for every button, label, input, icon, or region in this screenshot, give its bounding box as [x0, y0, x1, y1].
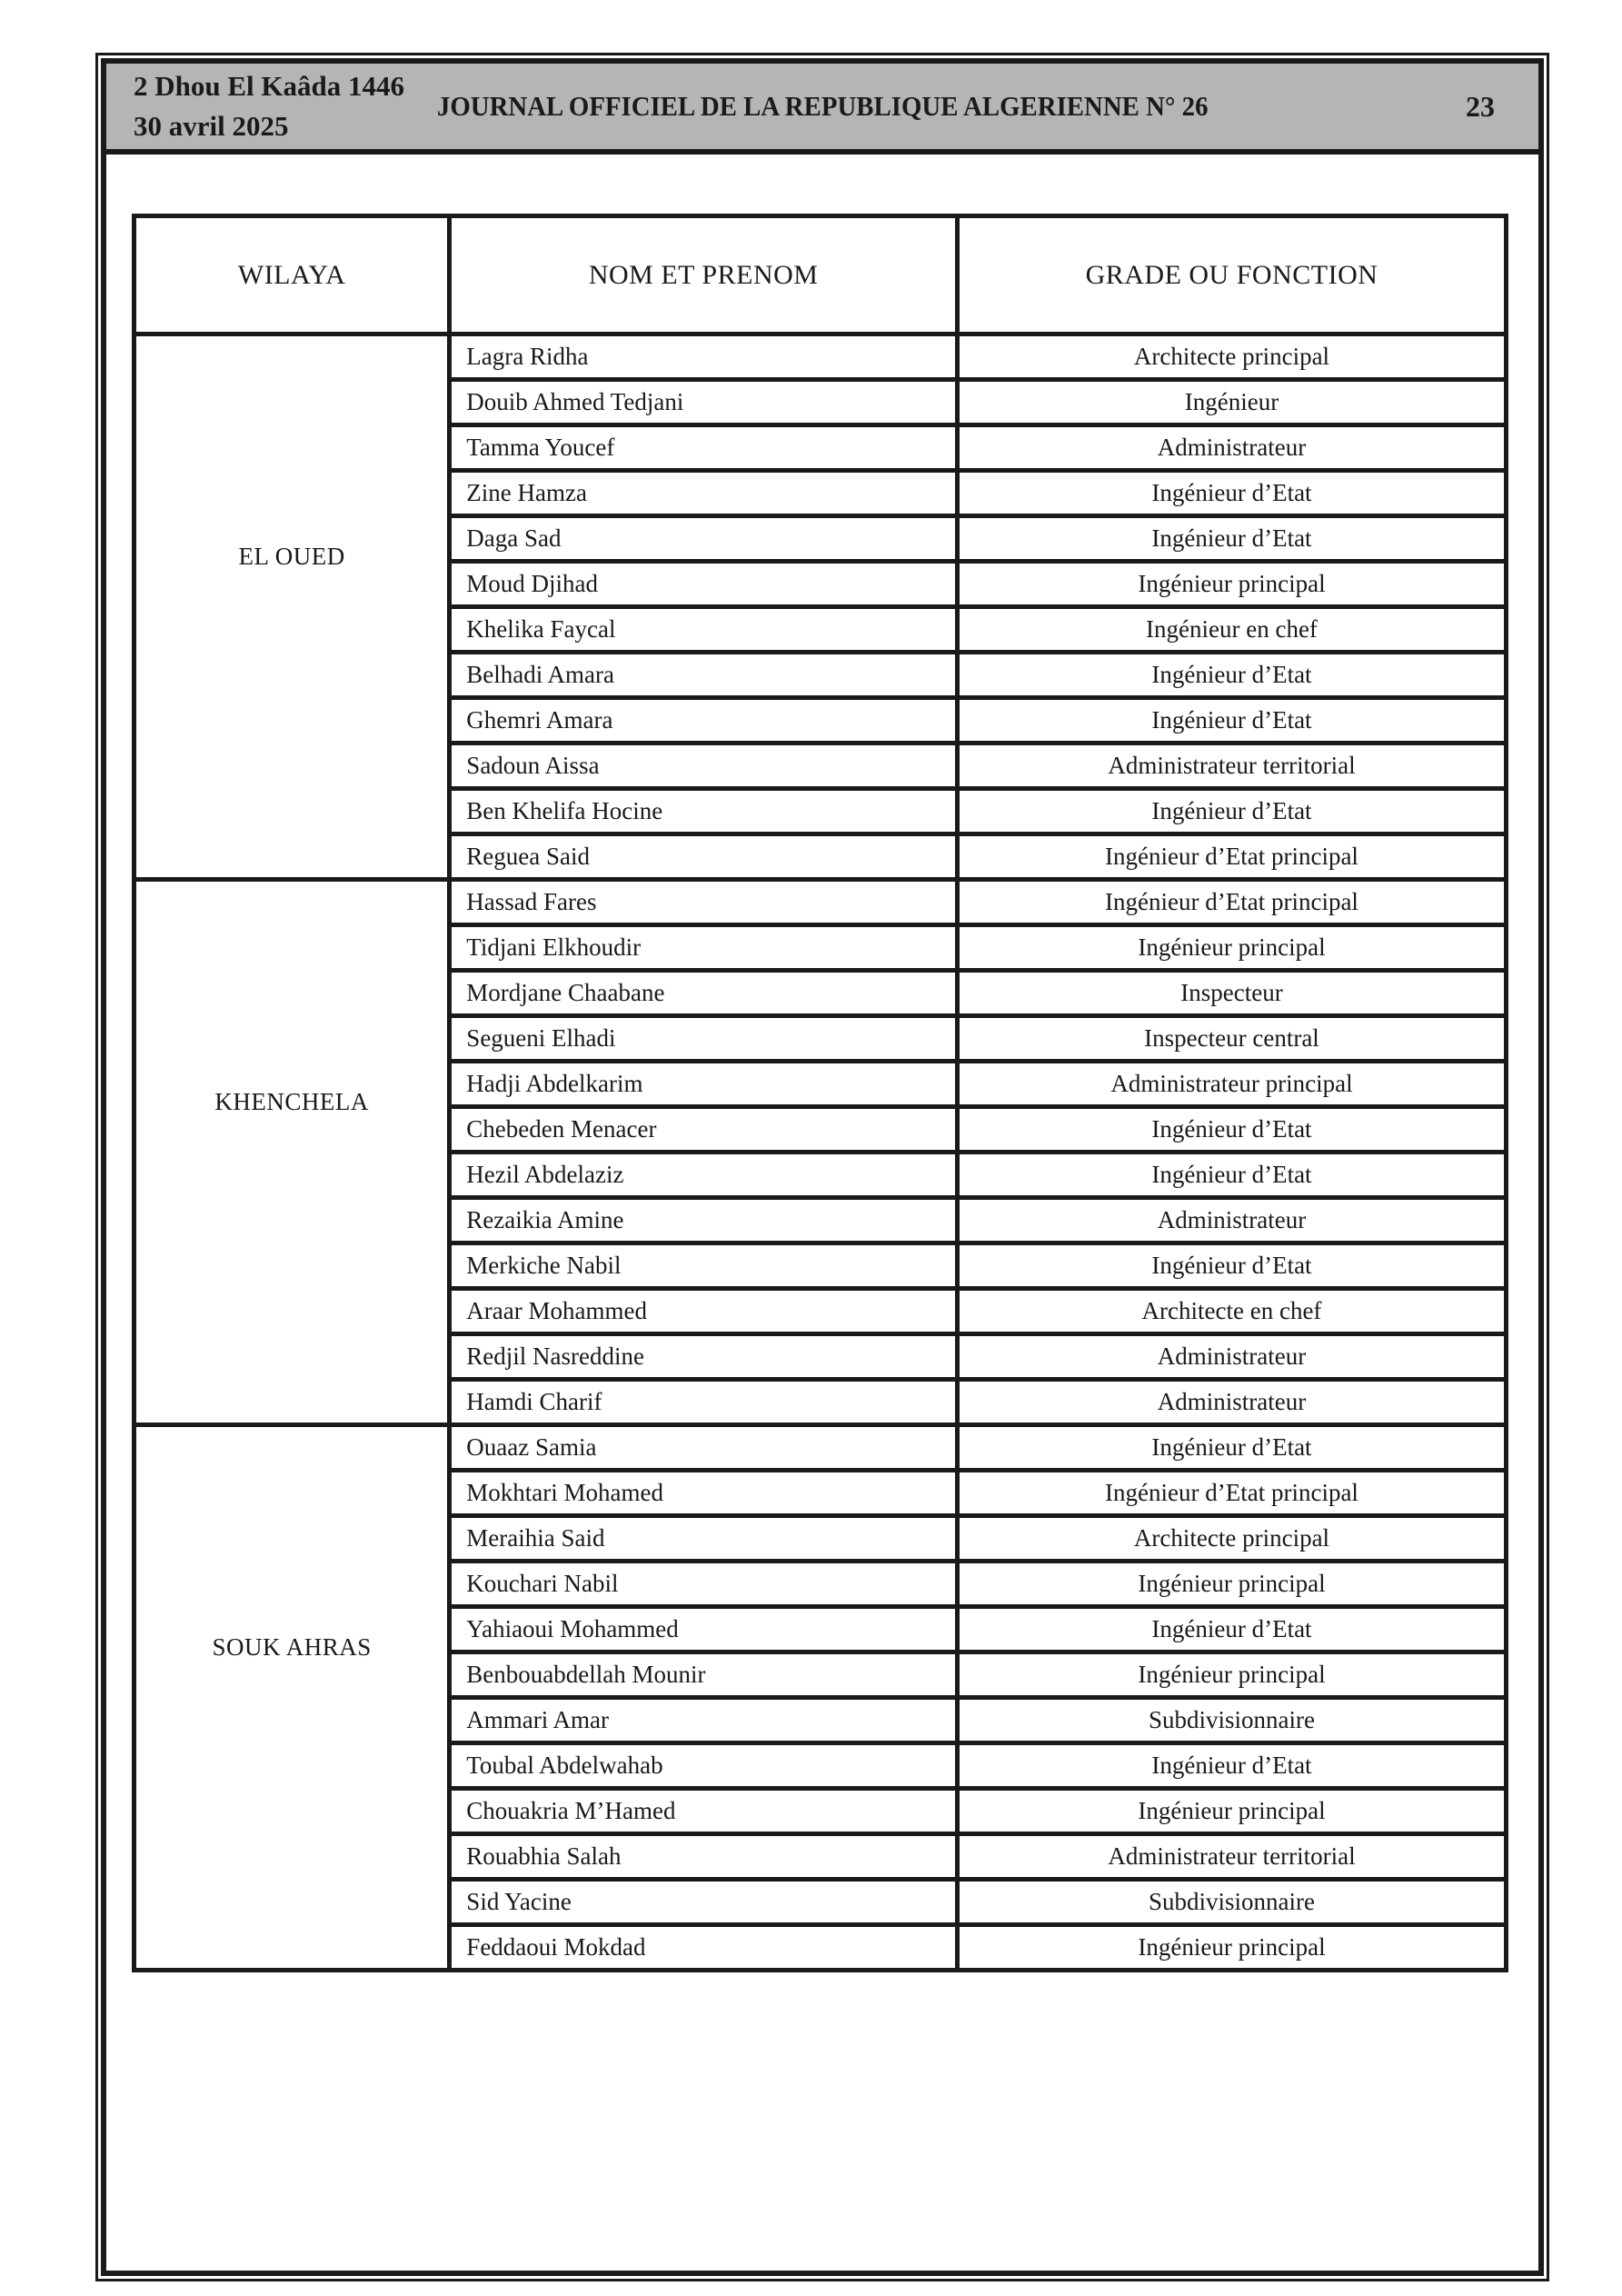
nom-cell: Sadoun Aissa: [450, 744, 958, 789]
nom-cell: Mokhtari Mohamed: [450, 1471, 958, 1516]
grade-cell: Subdivisionnaire: [957, 1880, 1506, 1925]
grade-cell: Ingénieur d’Etat: [957, 1607, 1506, 1652]
grade-cell: Ingénieur en chef: [957, 607, 1506, 653]
grade-cell: Ingénieur d’Etat: [957, 1107, 1506, 1153]
grade-cell: Ingénieur d’Etat: [957, 653, 1506, 698]
nominations-table: [132, 214, 1508, 1972]
grade-cell: Administrateur: [957, 425, 1506, 471]
journal-header-bar: [106, 64, 1538, 155]
nom-cell: Douib Ahmed Tedjani: [450, 380, 958, 425]
grade-cell: Architecte en chef: [957, 1289, 1506, 1334]
grade-cell: Ingénieur d’Etat principal: [957, 1471, 1506, 1516]
grade-cell: Ingénieur d’Etat: [957, 471, 1506, 516]
nom-cell: Khelika Faycal: [450, 607, 958, 653]
grade-cell: Ingénieur d’Etat: [957, 1743, 1506, 1789]
nom-cell: Yahiaoui Mohammed: [450, 1607, 958, 1652]
nom-cell: Segueni Elhadi: [450, 1016, 958, 1062]
column-header-grade: GRADE OU FONCTION: [957, 216, 1506, 334]
nom-cell: Ben Khelifa Hocine: [450, 789, 958, 834]
grade-cell: Ingénieur principal: [957, 1925, 1506, 1971]
nom-cell: Mordjane Chaabane: [450, 971, 958, 1016]
nom-cell: Rezaikia Amine: [450, 1198, 958, 1243]
header-date-gregorian: 30 avril 2025: [134, 110, 289, 142]
table-header: [134, 216, 1507, 334]
page-number: 23: [1466, 89, 1495, 123]
nom-cell: Hezil Abdelaziz: [450, 1153, 958, 1198]
header-dates: [134, 66, 404, 146]
grade-cell: Administrateur territorial: [957, 744, 1506, 789]
nom-cell: Hamdi Charif: [450, 1380, 958, 1425]
grade-cell: Inspecteur: [957, 971, 1506, 1016]
nom-cell: Sid Yacine: [450, 1880, 958, 1925]
grade-cell: Architecte principal: [957, 1516, 1506, 1562]
grade-cell: Ingénieur d’Etat: [957, 1243, 1506, 1289]
grade-cell: Architecte principal: [957, 334, 1506, 380]
wilaya-label: KHENCHELA: [214, 1088, 369, 1115]
nom-cell: Feddaoui Mokdad: [450, 1925, 958, 1971]
journal-table-body: [134, 334, 1507, 1971]
nom-cell: Tamma Youcef: [450, 425, 958, 471]
table-row: [134, 1425, 1507, 1471]
nom-cell: Zine Hamza: [450, 471, 958, 516]
grade-cell: Ingénieur d’Etat: [957, 1425, 1506, 1471]
wilaya-label: EL OUED: [238, 543, 345, 570]
nom-cell: Ouaaz Samia: [450, 1425, 958, 1471]
grade-cell: Ingénieur d’Etat: [957, 789, 1506, 834]
nom-cell: Toubal Abdelwahab: [450, 1743, 958, 1789]
grade-cell: Ingénieur d’Etat principal: [957, 880, 1506, 925]
nom-cell: Daga Sad: [450, 516, 958, 562]
column-header-wilaya: WILAYA: [134, 216, 450, 334]
grade-cell: Ingénieur d’Etat principal: [957, 834, 1506, 880]
grade-cell: Administrateur: [957, 1380, 1506, 1425]
grade-cell: Ingénieur principal: [957, 562, 1506, 607]
grade-cell: Ingénieur d’Etat: [957, 516, 1506, 562]
grade-cell: Inspecteur central: [957, 1016, 1506, 1062]
journal-title: JOURNAL OFFICIEL DE LA REPUBLIQUE ALGERIENNE N° 26: [436, 90, 1209, 122]
nom-cell: Belhadi Amara: [450, 653, 958, 698]
nom-cell: Chouakria M’Hamed: [450, 1789, 958, 1834]
column-header-nom: NOM ET PRENOM: [450, 216, 958, 334]
grade-cell: Ingénieur principal: [957, 1652, 1506, 1698]
grade-cell: Administrateur: [957, 1198, 1506, 1243]
nom-cell: Reguea Said: [450, 834, 958, 880]
grade-cell: Ingénieur principal: [957, 925, 1506, 971]
grade-cell: Ingénieur principal: [957, 1562, 1506, 1607]
nom-cell: Rouabhia Salah: [450, 1834, 958, 1880]
nom-cell: Araar Mohammed: [450, 1289, 958, 1334]
table-row: [134, 334, 1507, 380]
header-date-hijri: 2 Dhou El Kaâda 1446: [134, 70, 405, 102]
grade-cell: Administrateur principal: [957, 1062, 1506, 1107]
nom-cell: Chebeden Menacer: [450, 1107, 958, 1153]
nom-cell: Benbouabdellah Mounir: [450, 1652, 958, 1698]
nom-cell: Kouchari Nabil: [450, 1562, 958, 1607]
nom-cell: Ammari Amar: [450, 1698, 958, 1743]
nom-cell: Hassad Fares: [450, 880, 958, 925]
nom-cell: Ghemri Amara: [450, 698, 958, 744]
nom-cell: Hadji Abdelkarim: [450, 1062, 958, 1107]
nom-cell: Moud Djihad: [450, 562, 958, 607]
nom-cell: Tidjani Elkhoudir: [450, 925, 958, 971]
grade-cell: Ingénieur d’Etat: [957, 698, 1506, 744]
nom-cell: Lagra Ridha: [450, 334, 958, 380]
wilaya-cell: [134, 1425, 450, 1971]
grade-cell: Ingénieur d’Etat: [957, 1153, 1506, 1198]
grade-cell: Ingénieur principal: [957, 1789, 1506, 1834]
nom-cell: Redjil Nasreddine: [450, 1334, 958, 1380]
grade-cell: Subdivisionnaire: [957, 1698, 1506, 1743]
nom-cell: Meraihia Said: [450, 1516, 958, 1562]
wilaya-cell: [134, 880, 450, 1425]
grade-cell: Administrateur: [957, 1334, 1506, 1380]
grade-cell: Ingénieur: [957, 380, 1506, 425]
grade-cell: Administrateur territorial: [957, 1834, 1506, 1880]
wilaya-cell: [134, 334, 450, 880]
nom-cell: Merkiche Nabil: [450, 1243, 958, 1289]
table-row: [134, 880, 1507, 925]
wilaya-label: SOUK AHRAS: [212, 1633, 372, 1661]
table-header-row: [134, 216, 1507, 334]
